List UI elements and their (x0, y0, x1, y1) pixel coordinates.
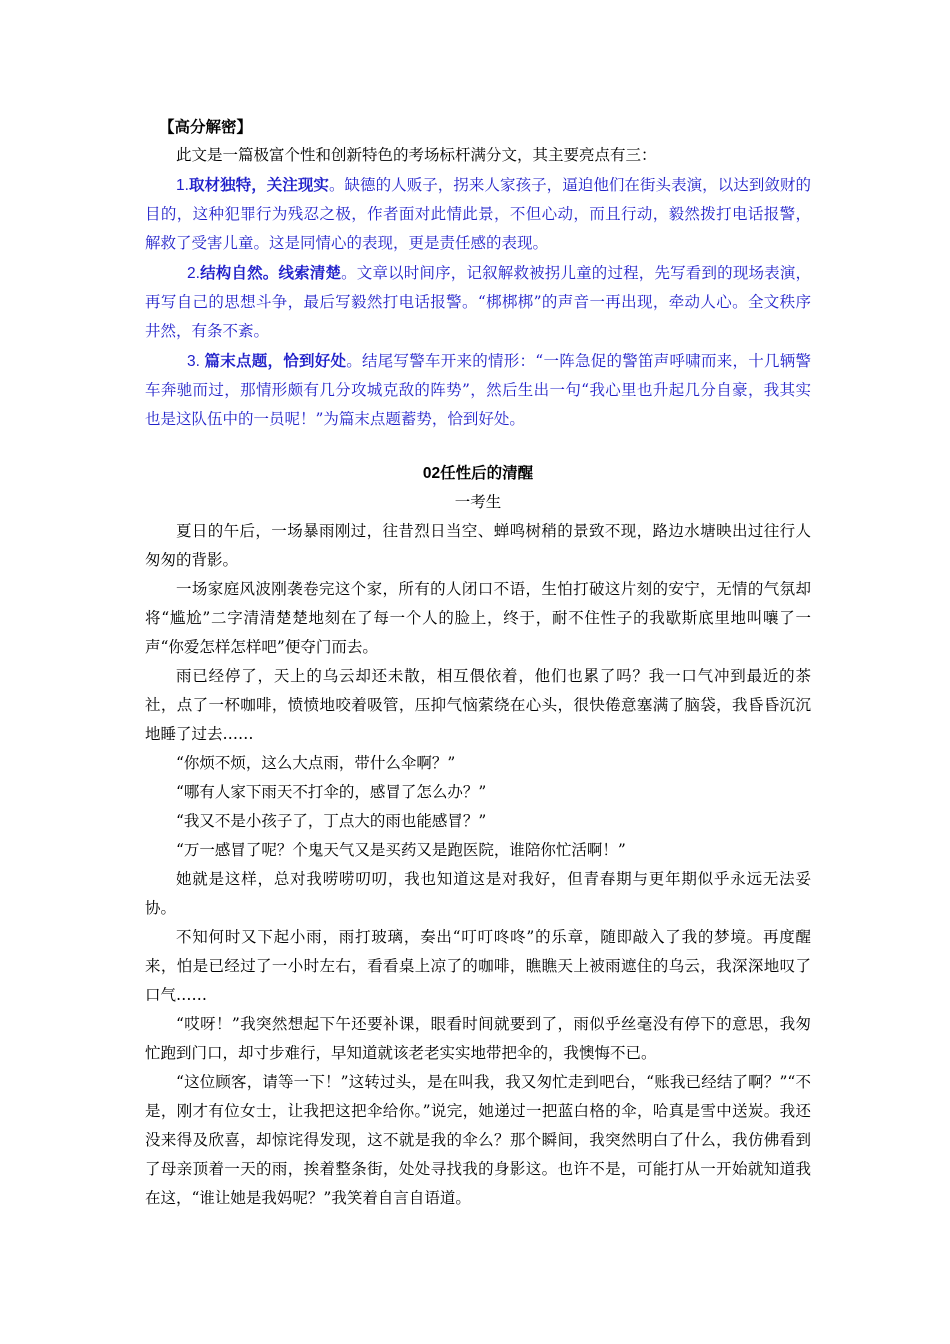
essay-title (145, 458, 811, 488)
essay-paragraph: 她就是这样，总对我唠唠叨叨，我也知道这是对我好，但青春期与更年期似乎永远无法妥协。 (145, 870, 811, 917)
essay-paragraph: “我又不是小孩子了，丁点大的雨也能感冒？” (176, 812, 487, 830)
point-title: 取材独特，关注现实 (188, 175, 329, 194)
essay-title-text: 任性后的清醒 (440, 463, 534, 482)
point-body: 。文章以时间序，记叙解救被拐儿童的过程，先写看到的现场表演，再写自己的思想斗争，最后写毅然打电话报警。“梆梆梆”的声音一再出现，牵动人心。全文秩序井然，有条不紊。 (145, 264, 811, 340)
essay-paragraph: “万一感冒了呢？个鬼天气又是买药又是跑医院，谁陪你忙活啊！” (176, 841, 626, 859)
essay-author: 一考生 (454, 493, 502, 511)
point-number: 3. (187, 353, 205, 370)
analysis-heading: 【高分解密】 (159, 117, 253, 136)
point-title: 篇末点题，恰到好处 (204, 351, 347, 370)
point-body: 。缺德的人贩子，拐来人家孩子，逼迫他们在街头表演，以达到敛财的目的，这种犯罪行为残忍之极，作者面对此情此景，不但心动，而且行动，毅然拨打电话报警，解救了受害儿童。这是同情心的表现，更是责任感的表现。 (145, 176, 811, 252)
essay-paragraph: “哎呀！”我突然想起下午还要补课，眼看时间就要到了，雨似乎丝毫没有停下的意思，我匆忙跑到门口，却寸步难行，早知道就该老老实实地带把伞的，我懊悔不已。 (145, 1015, 811, 1062)
document-page (145, 112, 811, 1213)
essay-paragraph: 一场家庭风波刚袭卷完这个家，所有的人闭口不语，生怕打破这片刻的安宁，无情的气氛却将“尴尬”二字清清楚楚地刻在了每一个人的脸上，终于，耐不住性子的我歇斯底里地叫嚷了一声“你爱怎样怎样吧”便夺门而去。 (145, 580, 811, 656)
point-body: 。结尾写警车开来的情形：“一阵急促的警笛声呼啸而来，十几辆警车奔驰而过，那情形颇有几分攻城克敌的阵势”，然后生出一句“我心里也升起几分自豪，我其实也是这队伍中的一员呢！”为篇末点题蓄势，恰到好处。 (145, 352, 811, 428)
point-number: 1. (176, 177, 189, 194)
analysis-point-3 (145, 346, 811, 434)
point-number: 2. (187, 265, 200, 282)
analysis-point-1 (145, 170, 811, 258)
essay-paragraph: 夏日的午后，一场暴雨刚过，往昔烈日当空、蝉鸣树稍的景致不现，路边水塘映出过往行人匆匆的背影。 (145, 522, 811, 569)
essay-title-number: 02 (422, 465, 441, 482)
essay-paragraph: “你烦不烦，这么大点雨，带什么伞啊？” (176, 754, 456, 772)
essay-paragraph: “这位顾客，请等一下！”这转过头，是在叫我，我又匆忙走到吧台，“账我已经结了啊？”“不是，刚才有位女士，让我把这把伞给你。”说完，她递过一把蓝白格的伞，哈真是雪中送炭。我还没来得及欣喜，却惊诧得发现，这不就是我的伞么？那个瞬间，我突然明白了什么，我仿佛看到了母亲顶着一天的雨，挨着整条街，处处寻找我的身影这。也许不是，可能打从一开始就知道我在这，“谁让她是我妈呢？”我笑着自言自语道。 (145, 1073, 811, 1207)
essay-paragraph: “哪有人家下雨天不打伞的，感冒了怎么办？” (176, 783, 487, 801)
essay-paragraph: 雨已经停了，天上的乌云却还未散，相互偎依着，他们也累了吗？我一口气冲到最近的茶社，点了一杯咖啡，愤愤地咬着吸管，压抑气恼萦绕在心头，很快倦意塞满了脑袋，我昏昏沉沉地睡了过去…… (145, 667, 811, 743)
analysis-point-2 (145, 258, 811, 346)
essay-paragraph: 不知何时又下起小雨，雨打玻璃，奏出“叮叮咚咚”的乐章，随即敲入了我的梦境。再度醒来，怕是已经过了一小时左右，看看桌上凉了的咖啡，瞧瞧天上被雨遮住的乌云，我深深地叹了口气…… (145, 928, 811, 1004)
analysis-intro: 此文是一篇极富个性和创新特色的考场标杆满分文，其主要亮点有三： (176, 146, 657, 164)
point-title: 结构自然。线索清楚 (199, 263, 342, 282)
